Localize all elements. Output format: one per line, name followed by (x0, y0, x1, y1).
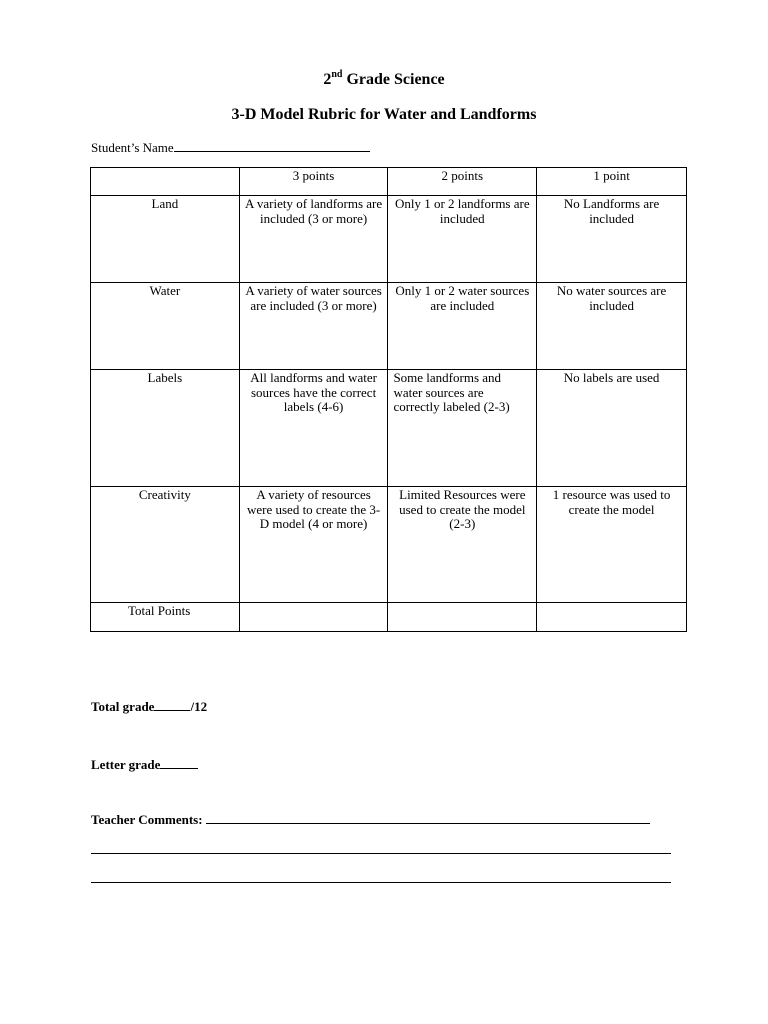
header-cell-3-points: 3 points (239, 168, 388, 196)
total-grade-line (91, 699, 207, 715)
table-row-land (91, 196, 687, 283)
teacher-comments-blank[interactable] (206, 812, 650, 824)
total-2-cell[interactable] (388, 603, 537, 632)
criterion-cell: Creativity (91, 487, 240, 603)
student-name-field[interactable] (91, 139, 370, 156)
criterion-cell: Water (91, 283, 240, 370)
total-3-cell[interactable] (239, 603, 388, 632)
rubric-table (90, 167, 687, 632)
letter-grade-blank[interactable] (160, 757, 198, 769)
letter-grade-label: Letter grade (91, 757, 161, 772)
student-name-blank[interactable] (174, 139, 370, 152)
score-3-cell: A variety of landforms are included (3 or more) (239, 196, 388, 283)
score-3-cell: A variety of resources were used to create the 3-D model (4 or more) (239, 487, 388, 603)
total-grade-suffix: /12 (190, 699, 208, 714)
grade-suffix: nd (331, 69, 343, 80)
total-grade-blank[interactable] (154, 699, 190, 711)
table-row-total-points (91, 603, 687, 632)
teacher-comments-line (91, 812, 650, 828)
grade-number: 2 (323, 71, 332, 88)
total-grade-label: Total grade (91, 699, 155, 714)
header-cell-2-points: 2 points (388, 168, 537, 196)
criterion-cell: Labels (91, 370, 240, 487)
comment-line-3[interactable] (91, 882, 671, 883)
score-2-cell: Some landforms and water sources are correctly labeled (2-3) (388, 370, 537, 487)
score-1-cell: No water sources are included (537, 283, 687, 370)
teacher-comments-label: Teacher Comments: (91, 812, 203, 827)
header-cell-criterion (91, 168, 240, 196)
letter-grade-line (91, 757, 198, 773)
criterion-cell: Total Points (91, 603, 240, 632)
score-1-cell: No labels are used (537, 370, 687, 487)
table-header-row (91, 168, 687, 196)
score-3-cell: All landforms and water sources have the correct labels (4-6) (239, 370, 388, 487)
criterion-cell: Land (91, 196, 240, 283)
grade-title (0, 71, 768, 89)
table-row-labels (91, 370, 687, 487)
table-row-water (91, 283, 687, 370)
header-cell-1-point: 1 point (537, 168, 687, 196)
score-1-cell: No Landforms are included (537, 196, 687, 283)
rubric-title: 3-D Model Rubric for Water and Landforms (231, 106, 537, 123)
score-2-cell: Only 1 or 2 landforms are included (388, 196, 537, 283)
score-2-cell: Limited Resources were used to create the model (2-3) (388, 487, 537, 603)
grade-title-text: Grade Science (346, 71, 445, 88)
score-3-cell: A variety of water sources are included (3 or more) (239, 283, 388, 370)
student-name-label: Student’s Name (91, 140, 174, 155)
comment-line-2[interactable] (91, 853, 671, 854)
score-2-cell: Only 1 or 2 water sources are included (388, 283, 537, 370)
table-row-creativity (91, 487, 687, 603)
score-1-cell: 1 resource was used to create the model (537, 487, 687, 603)
total-1-cell[interactable] (537, 603, 687, 632)
